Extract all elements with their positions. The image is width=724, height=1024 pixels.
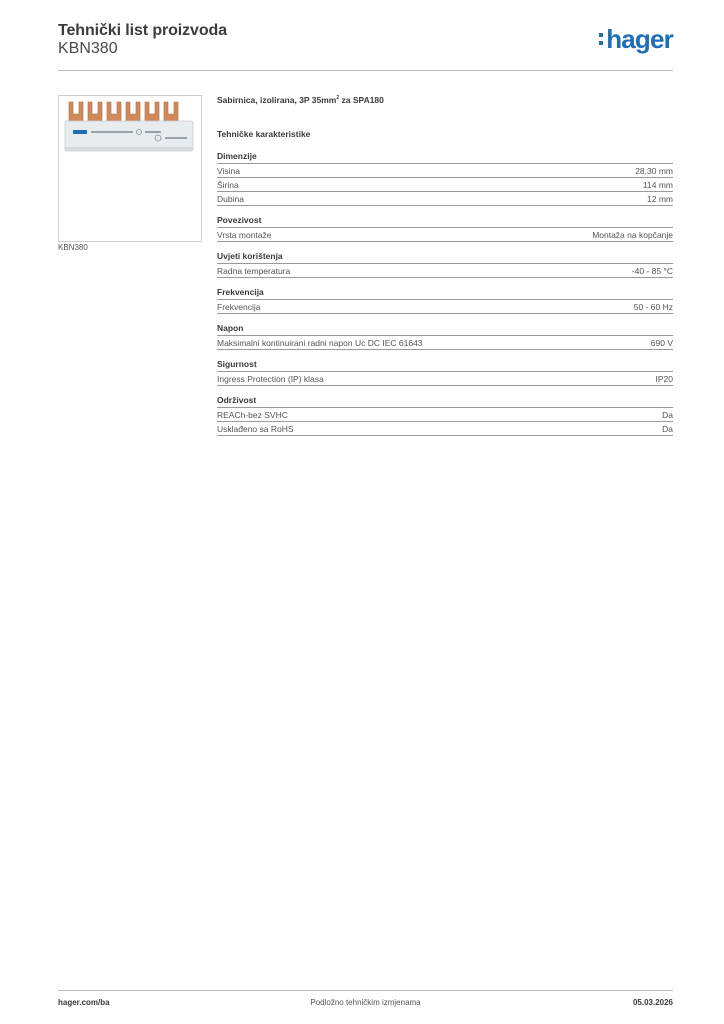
product-code: KBN380 <box>58 40 118 57</box>
spec-group-title: Održivost <box>217 395 673 408</box>
spec-group-title: Povezivost <box>217 215 673 228</box>
spec-row <box>217 192 673 206</box>
spec-group <box>217 323 673 350</box>
busbar-body <box>65 121 193 151</box>
spec-label: Širina <box>217 180 239 190</box>
spec-row <box>217 372 673 386</box>
spec-row <box>217 264 673 278</box>
product-description-superscript: 2 <box>336 95 340 102</box>
product-description-text: Sabirnica, izolirana, 3P 35mm <box>217 95 337 105</box>
footer-website: hager.com/ba <box>58 998 110 1007</box>
product-description <box>217 95 673 108</box>
spec-value: Da <box>662 410 673 420</box>
spec-group-title: Frekvencija <box>217 287 673 300</box>
product-description-tail: za SPA180 <box>339 95 384 105</box>
busbar-tooth <box>126 102 140 123</box>
specification-panel <box>217 95 673 436</box>
spec-group <box>217 287 673 314</box>
spec-value: 50 - 60 Hz <box>633 302 673 312</box>
busbar-tooth <box>88 102 102 123</box>
spec-row <box>217 178 673 192</box>
busbar-body-shadow <box>65 147 193 151</box>
spec-value: 690 V <box>650 338 673 348</box>
spec-label: Usklađeno sa RoHS <box>217 424 294 434</box>
product-image <box>58 95 202 242</box>
busbar-tooth <box>145 102 159 123</box>
spec-label: Ingress Protection (IP) klasa <box>217 374 324 384</box>
spec-group <box>217 251 673 278</box>
spec-row <box>217 300 673 314</box>
spec-value: -40 - 85 °C <box>631 266 673 276</box>
section-title: Tehničke karakteristike <box>217 129 311 139</box>
hager-logo <box>599 26 673 52</box>
spec-group <box>217 359 673 386</box>
spec-row <box>217 422 673 436</box>
spec-label: Frekvencija <box>217 302 261 312</box>
spec-value: 12 mm <box>647 194 673 204</box>
spec-group <box>217 151 673 206</box>
spec-group-title: Sigurnost <box>217 359 673 372</box>
spec-label: Radna temperatura <box>217 266 291 276</box>
spec-label: REACh-bez SVHC <box>217 410 288 420</box>
document-footer <box>58 990 673 1015</box>
spec-value: 114 mm <box>642 180 673 190</box>
busbar-tooth <box>107 102 121 123</box>
spec-row <box>217 164 673 178</box>
document-title: Tehnički list proizvoda <box>58 22 227 39</box>
logo-wordmark: hager <box>606 24 673 54</box>
spec-label: Maksimalni kontinuirani radni napon Uc DC IEC 61643 <box>217 338 423 348</box>
logo-dots-icon <box>599 33 603 45</box>
busbar-tooth <box>164 102 178 123</box>
spec-value: 28,30 mm <box>635 166 673 176</box>
busbar-teeth <box>69 102 178 123</box>
spec-group <box>217 395 673 436</box>
busbar-marking-text-2 <box>145 131 161 133</box>
spec-group-title: Dimenzije <box>217 151 673 164</box>
spec-row <box>217 336 673 350</box>
spec-value: Montaža na kopčanje <box>592 230 673 240</box>
busbar-marking-text-3 <box>165 137 187 139</box>
spec-label: Dubina <box>217 194 244 204</box>
spec-value: IP20 <box>655 374 673 384</box>
spec-group-title: Napon <box>217 323 673 336</box>
spec-label: Vrsta montaže <box>217 230 272 240</box>
footer-notice: Podložno tehničkim izmjenama <box>310 998 421 1007</box>
spec-value: Da <box>662 424 673 434</box>
spec-row <box>217 408 673 422</box>
spec-group <box>217 215 673 242</box>
busbar-logo-mark <box>73 130 87 134</box>
busbar-marking-text <box>91 131 133 133</box>
document-header <box>58 20 673 71</box>
footer-date: 05.03.2026 <box>632 998 673 1007</box>
busbar-illustration <box>59 96 201 241</box>
image-caption: KBN380 <box>58 243 88 252</box>
spec-row <box>217 228 673 242</box>
busbar-tooth <box>69 102 83 123</box>
spec-label: Visina <box>217 166 240 176</box>
spec-groups <box>217 151 673 436</box>
spec-group-title: Uvjeti korištenja <box>217 251 673 264</box>
